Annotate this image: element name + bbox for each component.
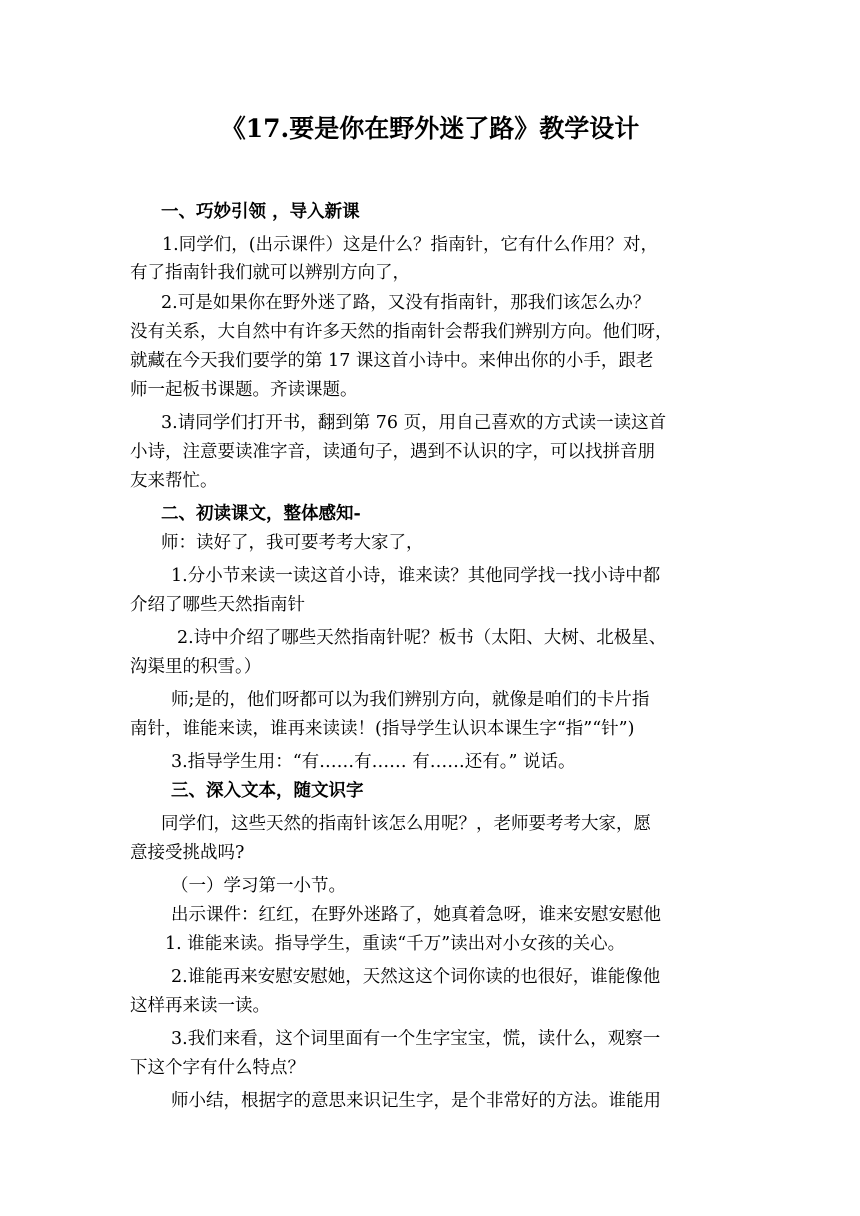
paragraph-line: 师一起板书课题。齐读课题。 [130,380,358,400]
paragraph-line: 师;是的，他们呀都可以为我们辨别方向，就像是咱们的卡片指 [171,690,650,710]
paragraph-line: 沟渠里的积雪。） [130,657,262,677]
paragraph-line: 2.诗中介绍了哪些天然指南针呢？板书（太阳、大树、北极星、 [177,628,667,648]
paragraph-line: 2.谁能再来安慰安慰她，天然这这个词你读的也很好，谁能像他 [171,967,661,987]
paragraph-line: 1.分小节来读一读这首小诗，谁来读？其他同学找一找小诗中都 [171,566,661,586]
paragraph-line: （一）学习第一小节。 [171,876,346,896]
paragraph-line: 南针，谁能来读，谁再来读读！(指导学生认识本课生字“指”“针”) [130,719,635,739]
section-heading-3: 三、深入文本，随文识字 [171,781,364,801]
paragraph-line: 1. 谁能来读。指导学生，重读“千万”读出对小女孩的关心。 [165,934,626,954]
paragraph-line: 2.可是如果你在野外迷了路，又没有指南针，那我们该怎么办？ [161,293,651,313]
document-title: 《17.要是你在野外迷了路》教学设计 [220,114,640,143]
paragraph-line: 1.同学们，(出示课件）这是什么？指南针，它有什么作用？对， [162,235,659,255]
paragraph-line: 意接受挑战吗? [130,843,245,863]
paragraph-line: 下这个字有什么特点？ [130,1058,305,1078]
paragraph-line: 出示课件：红红，在野外迷路了，她真着急呀，谁来安慰安慰他 [171,905,661,925]
paragraph-line: 没有关系，大自然中有许多天然的指南针会帮我们辨别方向。他们呀， [130,322,673,342]
paragraph-line: 友来帮忙。 [130,471,218,491]
paragraph-line: 3.请同学们打开书，翻到第 76 页，用自己喜欢的方式读一读这首 [161,413,667,433]
section-heading-1: 一、巧妙引领 ，导入新课 [161,202,360,222]
paragraph-line: 小诗，注意要读准字音，读通句子，遇到不认识的字，可以找拼音朋 [130,442,655,462]
paragraph-line: 师：读好了，我可要考考大家了， [161,533,424,553]
paragraph-line: 同学们，这些天然的指南针该怎么用呢？，老师要考考大家，愿 [161,814,651,834]
paragraph-line: 师小结，根据字的意思来识记生字，是个非常好的方法。谁能用 [171,1091,661,1111]
paragraph-line: 介绍了哪些天然指南针 [130,595,305,615]
paragraph-line: 这样再来读一读。 [130,996,270,1016]
paragraph-line: 3.指导学生用：“有……有…… 有……还有。” 说话。 [171,752,576,772]
paragraph-line: 就藏在今天我们要学的第 17 课这首小诗中。来伸出你的小手，跟老 [130,351,654,371]
section-heading-2: 二、初读课文，整体感知- [161,504,361,524]
paragraph-line: 有了指南针我们就可以辨别方向了， [130,263,410,283]
paragraph-line: 3.我们来看，这个词里面有一个生字宝宝，慌，读什么，观察一 [171,1029,661,1049]
